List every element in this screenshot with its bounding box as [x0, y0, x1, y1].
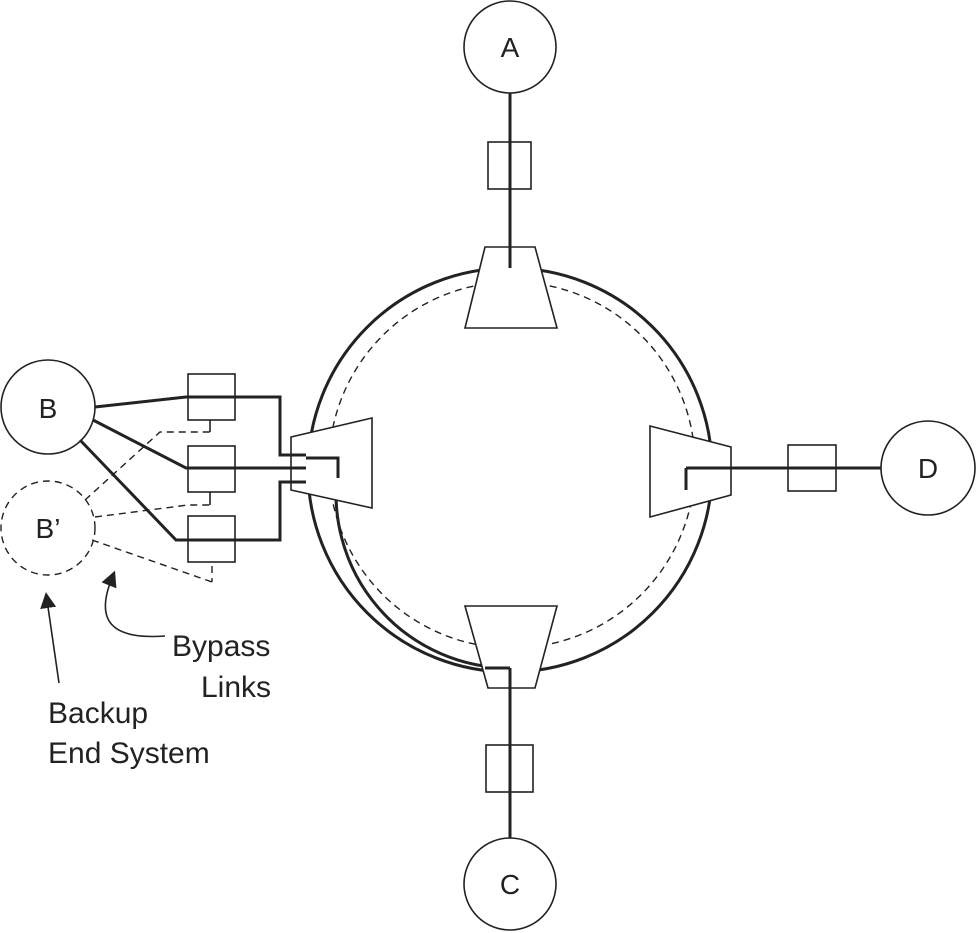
node-c-label: C: [499, 869, 521, 900]
bypass-caption-line2: Links: [201, 671, 272, 704]
backup-caption-line1: Backup: [48, 697, 149, 730]
concentrator-d: [650, 426, 731, 517]
bypass-arrow: [105, 578, 165, 637]
backup-caption-line2: End System: [48, 737, 210, 770]
backup-arrow: [47, 600, 59, 683]
backup-ring: [329, 282, 695, 648]
node-b-label: B: [38, 393, 58, 424]
node-a-label: A: [500, 32, 520, 63]
concentrator-b: [291, 418, 372, 508]
node-d-label: D: [917, 453, 939, 484]
node-b-prime-label: B’: [35, 513, 61, 544]
bypass-caption-line1: Bypass: [172, 630, 271, 663]
